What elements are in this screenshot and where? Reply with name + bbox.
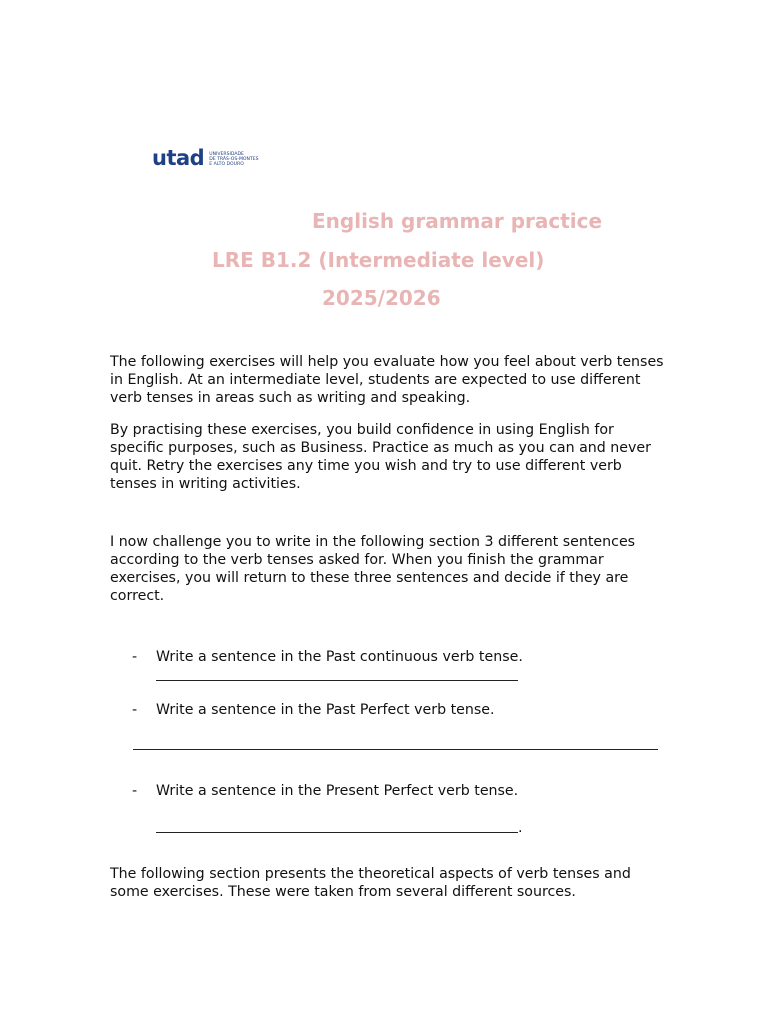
task-present-perfect: Write a sentence in the Present Perfect verb tense. (156, 783, 519, 799)
closing-paragraph: The following section presents the theoretical aspects of verb tenses and some exercises. These were taken from several different sources. (110, 866, 631, 900)
list-bullet: - (132, 649, 138, 665)
confidence-paragraph: By practising these exercises, you build confidence in using English for specific purposes, such as Business. Practice as much as you can and never quit. Retry the exercises any time you wish and try to use different verb tenses in writing activities. (110, 422, 651, 492)
task-past-perfect: Write a sentence in the Past Perfect verb tense. (156, 702, 495, 718)
answer-line-past-perfect[interactable] (133, 749, 658, 750)
course-level: LRE B1.2 (Intermediate level) (212, 248, 545, 272)
document-title: English grammar practice (312, 209, 603, 233)
list-bullet: - (132, 783, 138, 799)
logo-wordmark: utad (152, 146, 205, 170)
task-past-continuous: Write a sentence in the Past continuous verb tense. (156, 649, 523, 665)
logo-subtitle: UNIVERSIDADE DE TRÁS-OS-MONTES E ALTO DOURO (209, 151, 259, 167)
answer-line-present-perfect[interactable] (156, 832, 518, 833)
answer-line-period: . (518, 820, 523, 836)
utad-logo (152, 146, 259, 170)
academic-year: 2025/2026 (322, 286, 441, 310)
challenge-paragraph: I now challenge you to write in the following section 3 different sentences according to the verb tenses asked for. When you finish the grammar exercises, you will return to these three sentences and decide if they are correct. (110, 534, 636, 604)
answer-line-past-continuous[interactable] (156, 680, 518, 681)
intro-paragraph: The following exercises will help you evaluate how you feel about verb tenses in English. At an intermediate level, students are expected to use different verb tenses in areas such as writing and speaking. (110, 354, 664, 406)
list-bullet: - (132, 702, 138, 718)
